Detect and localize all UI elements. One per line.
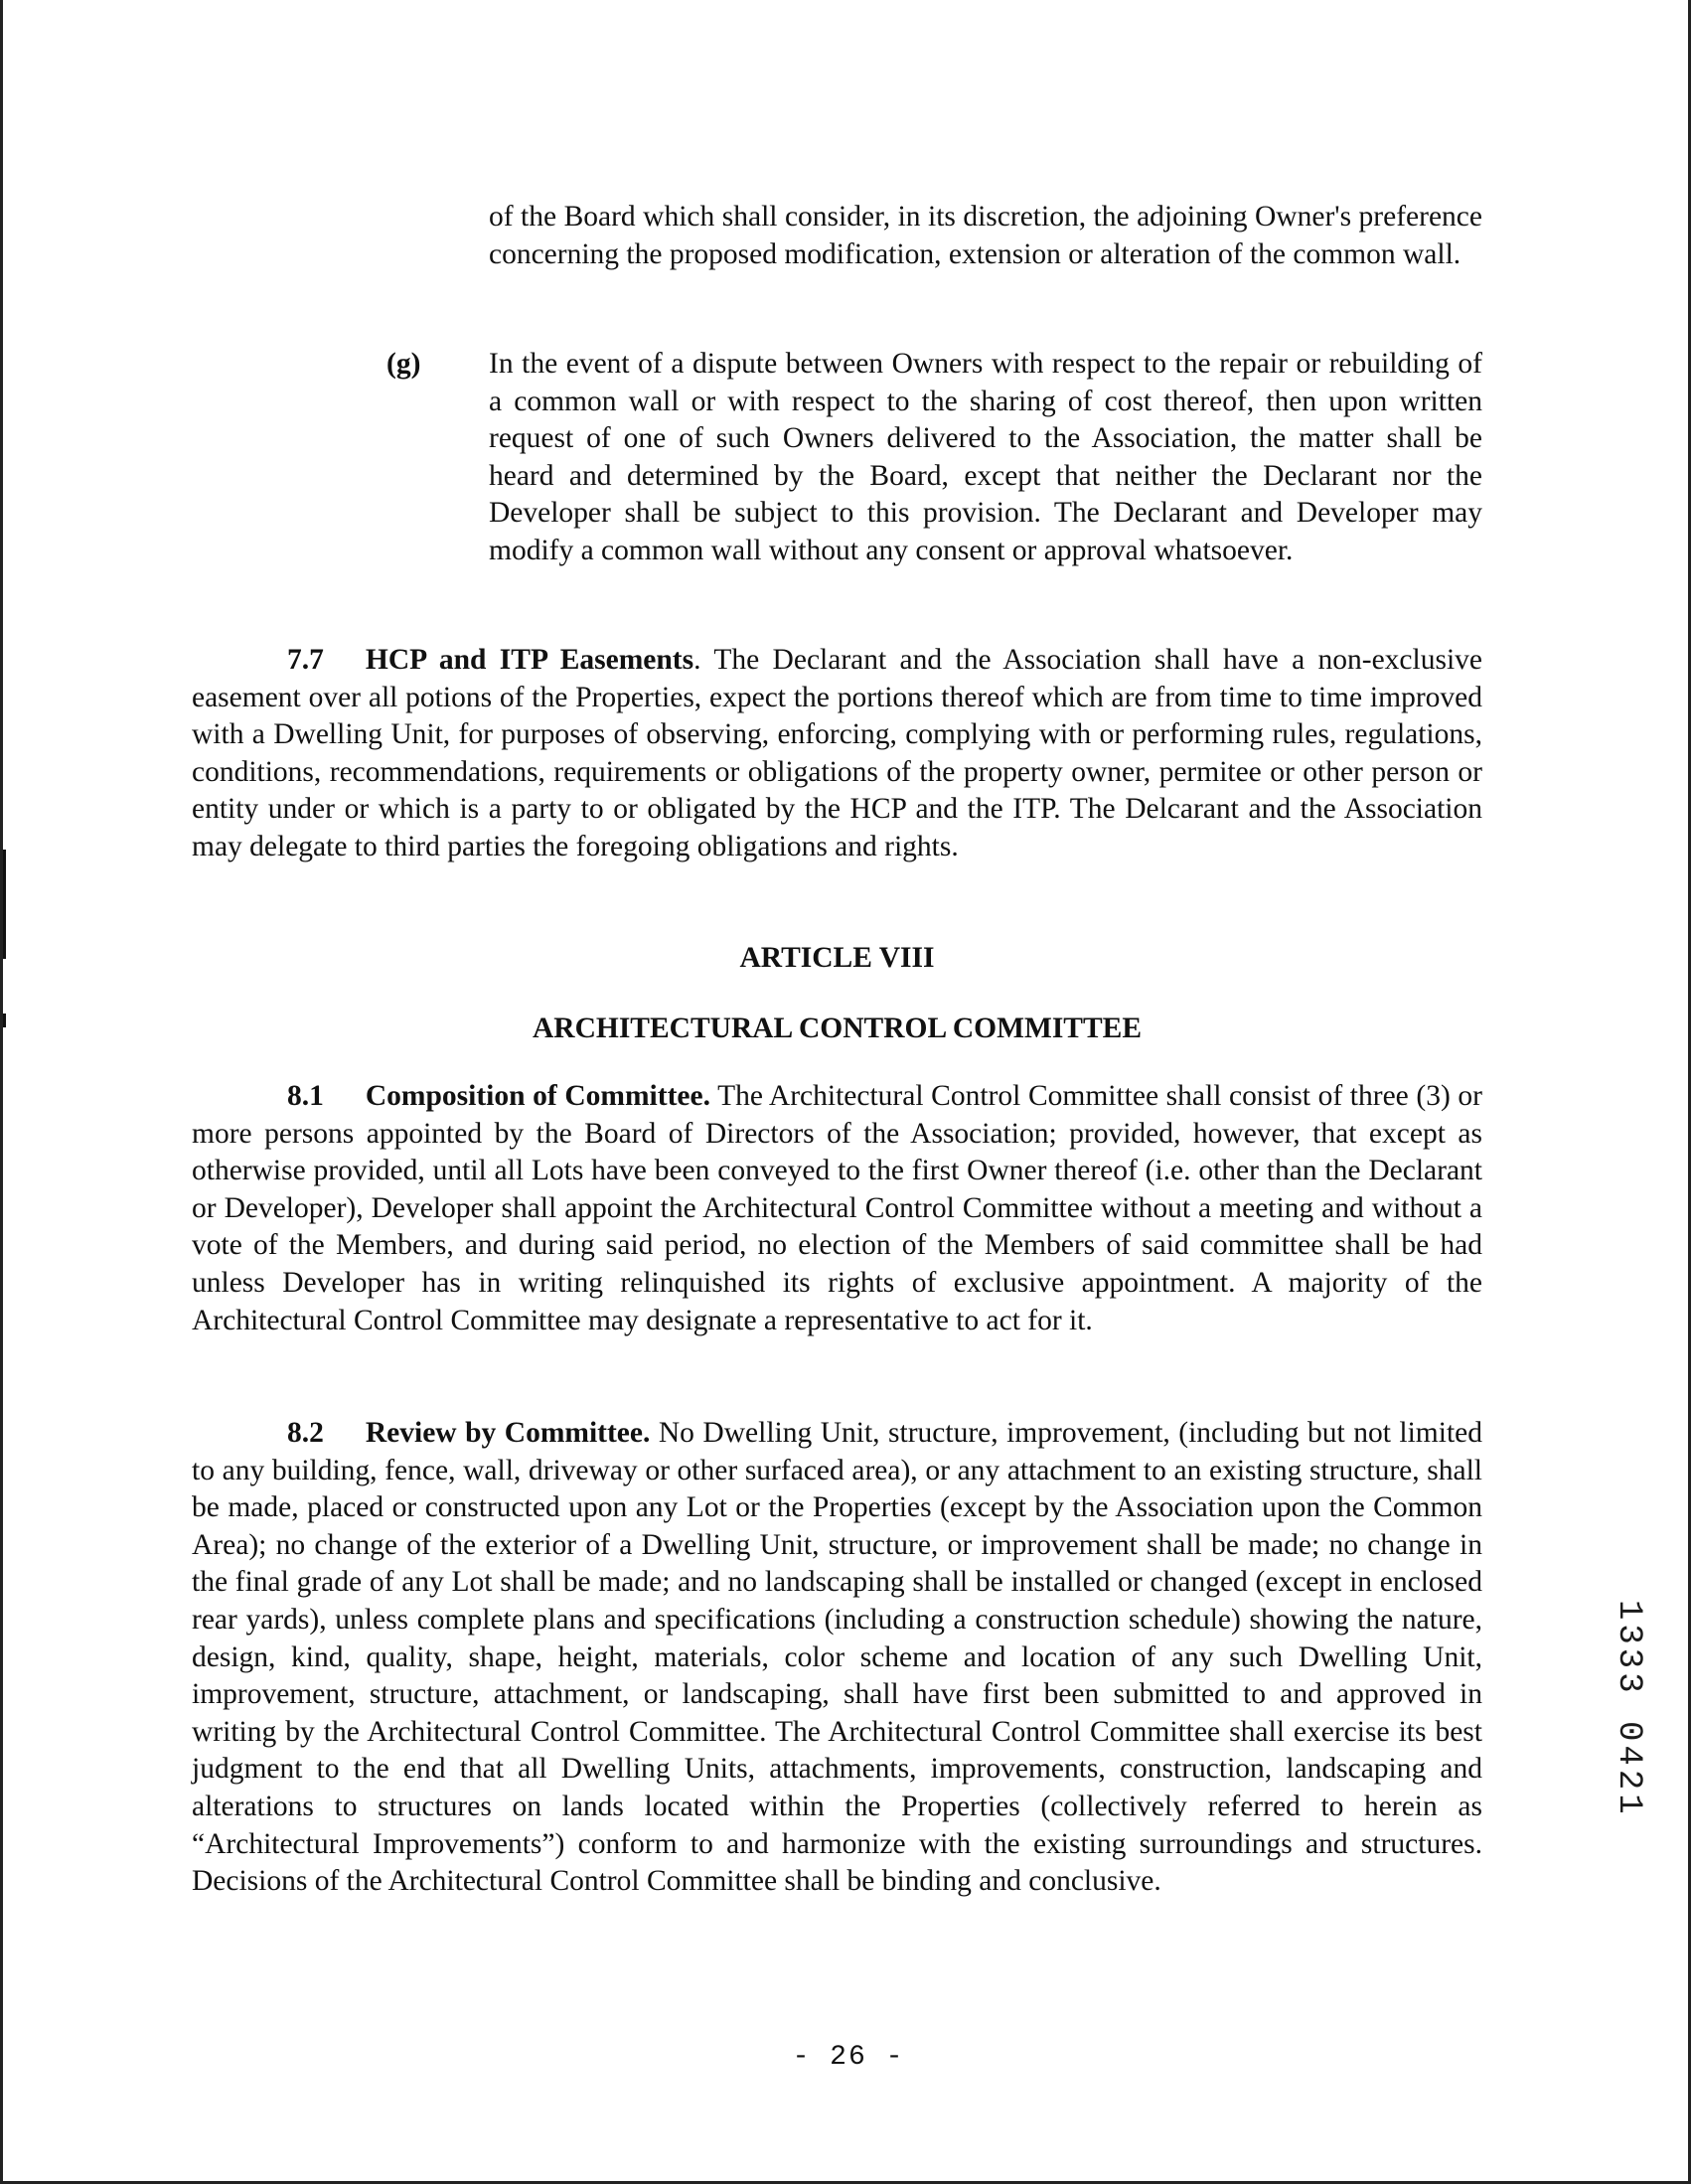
section-8-1-title: Composition of Committee.: [365, 1080, 710, 1112]
document-stamp: [1609, 1600, 1648, 1878]
section-7-7-number: 7.7: [287, 644, 324, 676]
section-8-1: [192, 1078, 1482, 1339]
article-number-heading: ARTICLE VIII: [739, 942, 935, 974]
continuation-paragraph: of the Board which shall consider, in its discretion, the adjoining Owner's preference concerning the proposed modification, extension or alteration of the common wall.: [489, 201, 1482, 270]
scan-edge-mark: [3, 1014, 6, 1027]
section-8-2-number: 8.2: [287, 1417, 324, 1449]
section-8-1-body: The Architectural Control Committee shall consist of three (3) or more persons appointed by the Board of Directors of the Association; provided, however, that except as otherwise provided, until all Lots have been conveyed to the first Owner thereof (i.e. other than the Declarant or Developer), Developer shall appoint the Architectural Control Committee without a meeting and without a vote of the Members, and during said period, no election of the Members of said committee shall be had unless Developer has in writing relinquished its rights of exclusive appointment. A majority of the Architectural Control Committee may designate a representative to act for it.: [192, 1080, 1482, 1336]
article-title-heading: ARCHITECTURAL CONTROL COMMITTEE: [532, 1013, 1143, 1044]
item-g-text: In the event of a dispute between Owners with respect to the repair or rebuilding of a common wall or with respect to the sharing of cost thereof, then upon written request of one of such Owners delivered to the Association, the matter shall be heard and determined by the Board, except that neither the Declarant nor the Developer shall be subject to this provision. The Declarant and Developer may modify a common wall without any consent or approval whatsoever.: [489, 348, 1482, 566]
scan-edge-mark: [3, 850, 6, 959]
section-7-7: [192, 642, 1482, 866]
page-number: - 26 -: [792, 2042, 905, 2073]
section-8-2-body: No Dwelling Unit, structure, improvement, (including but not limited to any building, fence, wall, driveway or other surfaced area), or any attachment to an existing structure, shall be made, placed or constructed upon any Lot or the Properties (except by the Association upon the Common Area); no change of the exterior of a Dwelling Unit, structure, or improvement shall be made; no change in the final grade of any Lot shall be made; and no landscaping shall be installed or changed (except in enclosed rear yards), unless complete plans and specifications (including a construction schedule) showing the nature, design, kind, quality, shape, height, materials, color scheme and location of any such Dwelling Unit, improvement, structure, attachment, or landscaping, shall have first been submitted to and approved in writing by the Architectural Control Committee. The Architectural Control Committee shall exercise its best judgment to the end that all Dwelling Units, attachments, improvements, construction, landscaping and alterations to structures on lands located within the Properties (collectively referred to herein as “Architectural Improvements”) conform to and harmonize with the existing surroundings and structures. Decisions of the Architectural Control Committee shall be binding and conclusive.: [192, 1417, 1482, 1898]
section-8-2: [192, 1415, 1482, 1901]
section-8-2-title: Review by Committee.: [365, 1417, 651, 1449]
section-8-1-number: 8.1: [287, 1080, 324, 1112]
document-stamp-text: 1333 0421: [1610, 1600, 1647, 1818]
item-g-label: (g): [386, 348, 421, 380]
section-7-7-title: HCP and ITP Easements: [365, 644, 694, 676]
section-7-7-body: . The Declarant and the Association shall have a non-exclusive easement over all potions of the Properties, expect the portions thereof which are from time to time improved with a Dwelling Unit, for purposes of observing, enforcing, complying with or performing rules, regulations, conditions, recommendations, requirements or obligations of the property owner, permitee or other person or entity under or which is a party to or obligated by the HCP and the ITP. The Delcarant and the Association may delegate to third parties the foregoing obligations and rights.: [192, 644, 1482, 862]
